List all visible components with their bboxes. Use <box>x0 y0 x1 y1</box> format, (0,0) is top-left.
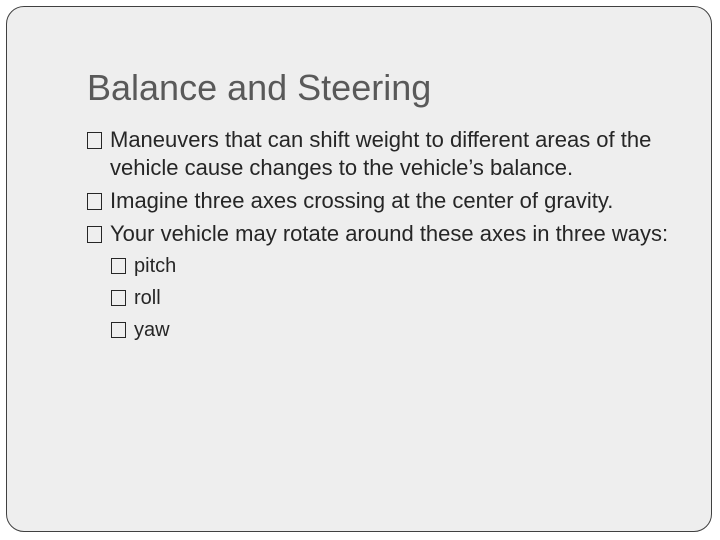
sub-bullet-item <box>111 285 687 311</box>
square-bullet-icon <box>87 132 102 149</box>
sub-bullet-item <box>111 317 687 343</box>
bullet-text: Maneuvers that can shift weight to different areas of the vehicle cause changes to the vehicle’s balance. <box>110 127 652 180</box>
bullet-text: Imagine three axes crossing at the center of gravity. <box>110 188 614 213</box>
bullet-item <box>87 126 687 182</box>
slide <box>6 6 712 532</box>
bullet-item <box>87 187 687 215</box>
slide-body <box>87 126 687 349</box>
bullet-item <box>87 220 687 248</box>
bullet-text: Your vehicle may rotate around these axes in three ways: <box>110 221 669 246</box>
sub-bullet-text: pitch <box>134 255 177 277</box>
sub-bullet-text: roll <box>134 287 161 309</box>
square-bullet-icon <box>111 290 126 306</box>
slide-title: Balance and Steering <box>87 67 432 108</box>
square-bullet-icon <box>87 226 102 243</box>
sub-bullet-text: yaw <box>134 319 170 341</box>
sub-bullet-item <box>111 253 687 279</box>
square-bullet-icon <box>111 322 126 338</box>
square-bullet-icon <box>111 258 126 274</box>
square-bullet-icon <box>87 193 102 210</box>
